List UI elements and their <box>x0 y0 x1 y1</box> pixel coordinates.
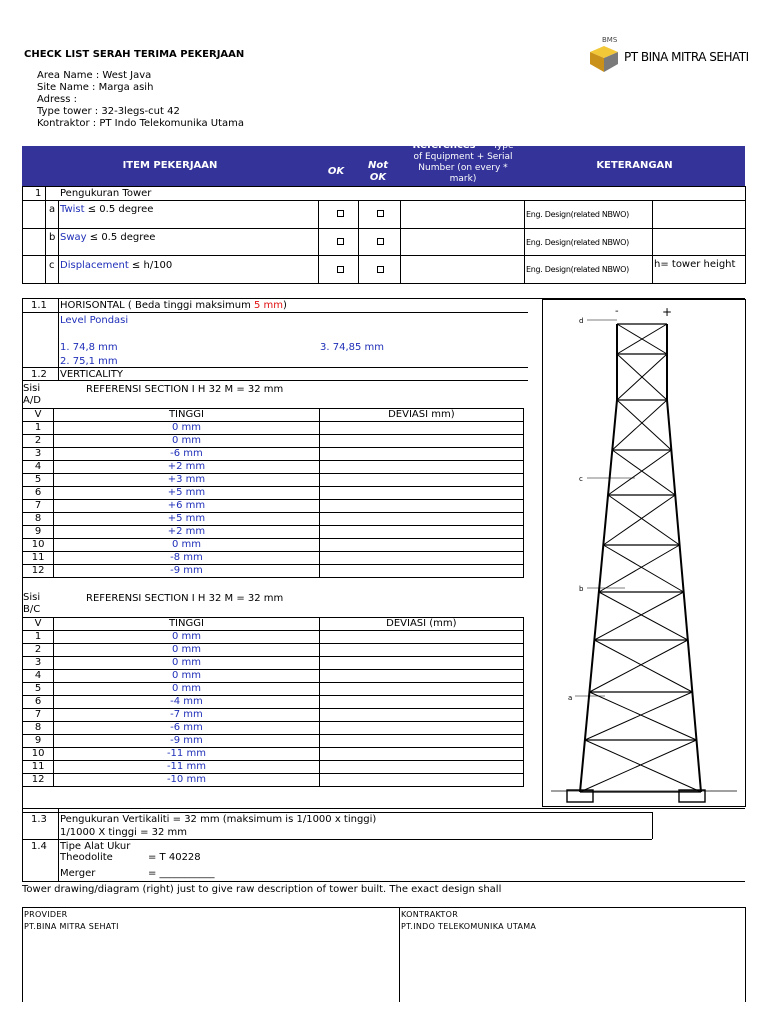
height-value: -7 mm <box>54 709 320 722</box>
deviation-cell[interactable] <box>319 631 523 644</box>
company-logo <box>588 36 748 76</box>
grid-line <box>22 255 745 256</box>
tower-brace <box>603 495 675 545</box>
column-header: TINGGI <box>54 409 320 422</box>
row-index: 2 <box>23 435 54 448</box>
grid-line <box>318 200 319 284</box>
section-number: 1.3 <box>31 814 47 825</box>
deviation-cell[interactable] <box>319 761 523 774</box>
item-letter: a <box>49 204 56 215</box>
grid-line <box>58 808 59 882</box>
table-row <box>23 709 524 722</box>
height-value: -9 mm <box>54 735 320 748</box>
item-keterangan: Eng. Design(related NBWO) <box>526 238 629 247</box>
item-keterangan: Eng. Design(related NBWO) <box>526 265 629 274</box>
tower-leg-label-b: b <box>579 585 584 593</box>
logo-name: PT BINA MITRA SEHATI <box>624 50 749 64</box>
row-index: 6 <box>23 696 54 709</box>
column-header: DEVIASI (mm) <box>319 618 523 631</box>
grid-line <box>358 200 359 284</box>
row-index: 1 <box>23 631 54 644</box>
row-index: 11 <box>23 552 54 565</box>
tower-brace <box>594 592 683 640</box>
grid-line <box>22 228 745 229</box>
header-not-ok: Not OK <box>367 160 389 183</box>
ok-checkbox[interactable] <box>337 210 344 217</box>
level-measurement: 2. 75,1 mm <box>60 356 118 367</box>
column-header: V <box>23 409 54 422</box>
item-extra-note: h= tower height <box>654 259 736 270</box>
grid-line <box>524 200 525 284</box>
table-row <box>23 644 524 657</box>
section-number: 1.1 <box>31 300 47 311</box>
tower-type: Type tower : 32-3legs-cut 42 <box>37 106 180 117</box>
tower-brace <box>608 450 671 495</box>
address: Adress : <box>37 94 78 105</box>
deviation-cell[interactable] <box>319 526 523 539</box>
table-header-row <box>23 409 524 422</box>
section-text: Pengukuran Vertikaliti = 32 mm (maksimum is 1/1000 x tinggi) <box>60 814 377 825</box>
tower-leg-label-a: a <box>568 694 573 702</box>
height-value: -9 mm <box>54 565 320 578</box>
contractor: Kontraktor : PT Indo Telekomunika Utama <box>37 118 244 129</box>
verticality-table-ad <box>22 408 524 578</box>
header-references: References Type of Equipment + Serial Number (on every * mark) <box>412 140 514 184</box>
deviation-cell[interactable] <box>319 422 523 435</box>
grid-line <box>399 907 400 1002</box>
logo-cube-icon <box>588 44 622 74</box>
grid-line <box>58 200 59 284</box>
table-row <box>23 722 524 735</box>
table-row <box>23 461 524 474</box>
logo-abbrev: BMS <box>602 36 618 44</box>
not-ok-checkbox[interactable] <box>377 266 384 273</box>
document-title: CHECK LIST SERAH TERIMA PEKERJAAN <box>24 49 245 60</box>
section-title: Pengukuran Tower <box>60 188 152 199</box>
section-number: 1 <box>35 188 42 199</box>
merger-value: = ___________ <box>148 868 215 879</box>
tower-leg-label-c: c <box>579 475 583 483</box>
theodolite-label: Theodolite <box>60 852 113 863</box>
deviation-cell[interactable] <box>319 565 523 578</box>
grid-line <box>22 907 23 1002</box>
height-value: +5 mm <box>54 487 320 500</box>
deviation-cell[interactable] <box>319 748 523 761</box>
height-value: +5 mm <box>54 513 320 526</box>
grid-line <box>22 881 745 882</box>
height-value: 0 mm <box>54 631 320 644</box>
header-keterangan: KETERANGAN <box>596 160 673 171</box>
table-row <box>23 526 524 539</box>
table-row <box>23 565 524 578</box>
table-row <box>23 696 524 709</box>
row-index: 7 <box>23 709 54 722</box>
grid-line <box>745 907 746 1002</box>
grid-line <box>22 283 745 284</box>
height-value: -6 mm <box>54 722 320 735</box>
row-index: 5 <box>23 474 54 487</box>
tower-brace <box>580 740 696 792</box>
item-keterangan: Eng. Design(related NBWO) <box>526 210 629 219</box>
tower-brace <box>599 545 680 592</box>
deviation-cell[interactable] <box>319 774 523 787</box>
deviation-cell[interactable] <box>319 487 523 500</box>
height-value: 0 mm <box>54 422 320 435</box>
provider-name: PT.BINA MITRA SEHATI <box>24 922 119 931</box>
tower-leg-label-d: d <box>579 317 584 325</box>
table-row <box>23 539 524 552</box>
table-row <box>23 500 524 513</box>
height-value: +2 mm <box>54 526 320 539</box>
table-row <box>23 552 524 565</box>
provider-label: PROVIDER <box>24 910 68 919</box>
not-ok-checkbox[interactable] <box>377 238 384 245</box>
section-text: 1/1000 X tinggi = 32 mm <box>60 827 188 838</box>
row-index: 2 <box>23 644 54 657</box>
row-index: 7 <box>23 500 54 513</box>
height-value: 0 mm <box>54 644 320 657</box>
table-header-row <box>23 618 524 631</box>
section-title: HORISONTAL ( Beda tinggi maksimum 5 mm) <box>60 300 287 311</box>
tower-brace <box>603 545 683 592</box>
side-label-ad: Sisi A/D <box>23 383 41 406</box>
row-index: 3 <box>23 657 54 670</box>
table-row <box>23 448 524 461</box>
tower-brace <box>594 640 692 692</box>
column-header: V <box>23 618 54 631</box>
header-ok: OK <box>327 166 345 177</box>
tower-note: Tower drawing/diagram (right) just to give raw description of tower built. The exact design shall <box>22 884 502 895</box>
tower-plus-label: + <box>662 305 673 319</box>
reference-section-ad: REFERENSI SECTION I H 32 M = 32 mm <box>86 384 284 395</box>
grid-line <box>22 367 528 368</box>
height-value: 0 mm <box>54 657 320 670</box>
table-row <box>23 670 524 683</box>
section-title: VERTICALITY <box>60 369 123 380</box>
item-letter: b <box>49 232 56 243</box>
height-value: -11 mm <box>54 748 320 761</box>
height-value: 0 mm <box>54 435 320 448</box>
grid-line <box>22 200 745 201</box>
grid-line <box>22 808 23 882</box>
row-index: 12 <box>23 565 54 578</box>
kontraktor-name: PT.INDO TELEKOMUNIKA UTAMA <box>401 922 537 931</box>
column-header: DEVIASI mm) <box>319 409 523 422</box>
row-index: 6 <box>23 487 54 500</box>
row-index: 8 <box>23 513 54 526</box>
height-value: -8 mm <box>54 552 320 565</box>
tower-brace <box>608 495 680 545</box>
table-row <box>23 422 524 435</box>
deviation-cell[interactable] <box>319 448 523 461</box>
deviation-cell[interactable] <box>319 552 523 565</box>
section-text: Tipe Alat Ukur <box>60 841 131 852</box>
tower-brace <box>612 400 667 450</box>
tower-brace <box>612 450 675 495</box>
site-name: Site Name : Marga asih <box>37 82 154 93</box>
grid-line <box>22 812 652 813</box>
level-measurement: 1. 74,8 mm <box>60 342 118 353</box>
header-item: ITEM PEKERJAAN <box>122 160 218 171</box>
table-row <box>23 683 524 696</box>
table-row <box>23 435 524 448</box>
merger-label: Merger <box>60 868 96 879</box>
deviation-cell[interactable] <box>319 722 523 735</box>
tower-brace <box>589 640 687 692</box>
tower-brace <box>585 740 701 792</box>
row-index: 4 <box>23 461 54 474</box>
height-value: +3 mm <box>54 474 320 487</box>
tower-minus-label: - <box>615 306 619 317</box>
deviation-cell[interactable] <box>319 735 523 748</box>
row-index: 8 <box>23 722 54 735</box>
ok-checkbox[interactable] <box>337 238 344 245</box>
row-index: 4 <box>23 670 54 683</box>
tower-diagram <box>542 299 746 807</box>
grid-line <box>22 808 745 809</box>
section-number: 1.4 <box>31 841 47 852</box>
tower-brace <box>585 692 692 740</box>
table-row <box>23 774 524 787</box>
column-header: TINGGI <box>54 618 320 631</box>
table-row <box>23 761 524 774</box>
tower-leg <box>580 400 617 792</box>
table-row <box>23 735 524 748</box>
deviation-cell[interactable] <box>319 500 523 513</box>
height-value: 0 mm <box>54 539 320 552</box>
deviation-cell[interactable] <box>319 513 523 526</box>
row-index: 9 <box>23 735 54 748</box>
deviation-cell[interactable] <box>319 461 523 474</box>
item-letter: c <box>49 260 55 271</box>
deviation-cell[interactable] <box>319 696 523 709</box>
grid-line <box>22 907 745 908</box>
site-info <box>37 70 244 130</box>
tower-drawing <box>543 300 745 806</box>
table-row <box>23 474 524 487</box>
table-row <box>23 513 524 526</box>
height-value: +6 mm <box>54 500 320 513</box>
height-value: -4 mm <box>54 696 320 709</box>
row-index: 3 <box>23 448 54 461</box>
deviation-cell[interactable] <box>319 539 523 552</box>
theodolite-value: = T 40228 <box>148 852 201 863</box>
area-name: Area Name : West Java <box>37 70 152 81</box>
deviation-cell[interactable] <box>319 670 523 683</box>
level-pondasi-label: Level Pondasi <box>60 315 129 326</box>
item-label: Sway ≤ 0.5 degree <box>60 232 156 243</box>
verticality-table-bc <box>22 617 524 787</box>
tower-brace <box>617 400 671 450</box>
height-value: +2 mm <box>54 461 320 474</box>
deviation-cell[interactable] <box>319 657 523 670</box>
section-number: 1.2 <box>31 369 47 380</box>
row-index: 5 <box>23 683 54 696</box>
tower-brace <box>589 692 696 740</box>
grid-line <box>22 839 652 840</box>
side-label-bc: Sisi B/C <box>23 592 41 615</box>
tower-brace <box>599 592 688 640</box>
grid-line <box>400 200 401 284</box>
reference-section-bc: REFERENSI SECTION I H 32 M = 32 mm <box>86 593 284 604</box>
height-value: 0 mm <box>54 670 320 683</box>
height-value: -11 mm <box>54 761 320 774</box>
deviation-cell[interactable] <box>319 474 523 487</box>
height-value: -6 mm <box>54 448 320 461</box>
deviation-cell[interactable] <box>319 435 523 448</box>
deviation-cell[interactable] <box>319 683 523 696</box>
row-index: 11 <box>23 761 54 774</box>
row-index: 12 <box>23 774 54 787</box>
table-row <box>23 657 524 670</box>
deviation-cell[interactable] <box>319 644 523 657</box>
row-index: 10 <box>23 748 54 761</box>
table-row <box>23 748 524 761</box>
height-value: -10 mm <box>54 774 320 787</box>
deviation-cell[interactable] <box>319 709 523 722</box>
row-index: 9 <box>23 526 54 539</box>
grid-line <box>652 200 653 284</box>
ok-checkbox[interactable] <box>337 266 344 273</box>
grid-line <box>22 312 528 313</box>
tower-leg <box>667 400 701 792</box>
row-index: 1 <box>23 422 54 435</box>
table-row <box>23 631 524 644</box>
not-ok-checkbox[interactable] <box>377 210 384 217</box>
height-value: 0 mm <box>54 683 320 696</box>
row-index: 10 <box>23 539 54 552</box>
grid-line <box>22 186 745 187</box>
item-label: Twist ≤ 0.5 degree <box>60 204 154 215</box>
level-measurement: 3. 74,85 mm <box>320 342 385 353</box>
table-row <box>23 487 524 500</box>
table-header <box>22 140 745 186</box>
kontraktor-label: KONTRAKTOR <box>401 910 459 919</box>
item-label: Displacement ≤ h/100 <box>60 260 173 271</box>
grid-line <box>745 186 746 284</box>
grid-line <box>652 812 653 839</box>
